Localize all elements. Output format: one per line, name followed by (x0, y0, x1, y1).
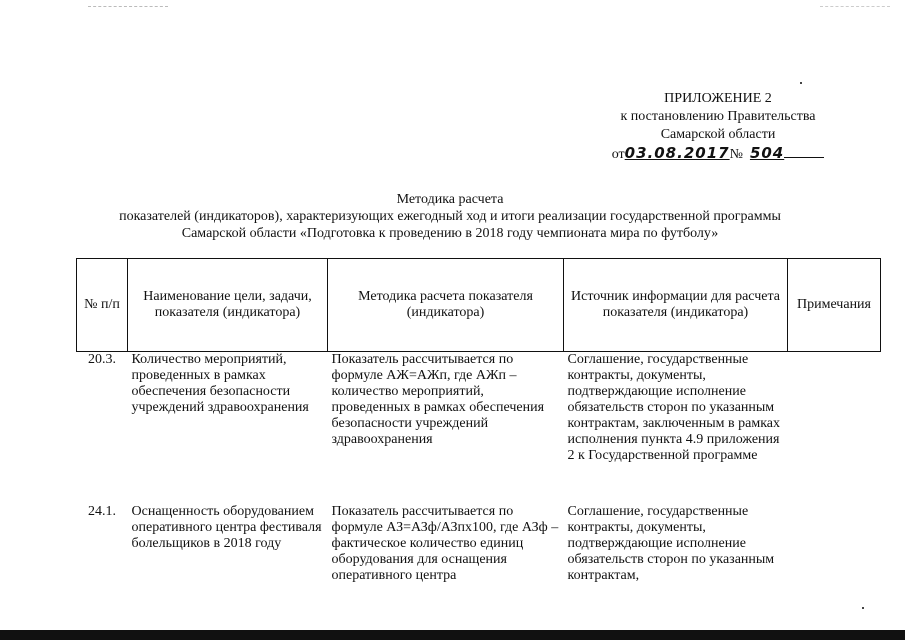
scan-speck (862, 607, 864, 609)
appendix-title: ПРИЛОЖЕНИЕ 2 (664, 91, 772, 106)
appendix-line-1: к постановлению Правительства (620, 109, 816, 124)
row-name: Оснащенность оборудованием оперативного центра фестиваля болельщиков в 2018 году (131, 504, 322, 551)
document-title (40, 191, 860, 242)
scan-artifact-line (820, 6, 890, 7)
row-source: Соглашение, государственные контракты, документы, подтверждающие исполнение обязательств сторон по указанным контрактам, (567, 504, 775, 583)
page-bottom-edge (0, 630, 905, 640)
row-method: Показатель рассчитывается по формуле АЗ=АЗф/АЗпх100, где АЗф – фактическое количество единиц оборудования для оснащения оперативного центра (331, 504, 559, 583)
header-notes: Примечания (788, 259, 881, 352)
header-source: Источник информации для расчета показателя (индикатора) (564, 259, 788, 352)
row-name: Количество мероприятий, проведенных в рамках обеспечения безопасности учреждений здравоохранения (131, 352, 309, 415)
appendix-header (600, 90, 836, 164)
row-note (788, 352, 881, 505)
row-method: Показатель рассчитывается по формуле АЖ=АЖп, где АЖп – количество мероприятий, проведенных в рамках обеспечения безопасности учреждений здравоохранения (331, 352, 545, 447)
scan-speck (800, 82, 802, 84)
table-row (77, 352, 881, 505)
title-line-1: Методика расчета (396, 192, 504, 207)
header-name: Наименование цели, задачи, показателя (индикатора) (128, 259, 328, 352)
table-row (77, 504, 881, 584)
title-line-2: показателей (индикаторов), характеризующих ежегодный ход и итоги реализации государственной программы (119, 209, 781, 224)
row-number: 24.1. (88, 504, 116, 519)
date-prefix: от (611, 147, 625, 162)
scan-artifact-line (88, 6, 168, 7)
row-source: Соглашение, государственные контракты, документы, подтверждающие исполнение обязательств сторон по указанным контрактам, заключенным в рамках исполнения пункта 4.9 приложения 2 к Государственной программе (567, 352, 781, 463)
title-line-3: Самарской области «Подготовка к проведению в 2018 году чемпионата мира по футболу» (181, 226, 719, 241)
methodology-table (76, 258, 881, 584)
handwritten-number: 504 (749, 144, 785, 162)
row-note (788, 504, 881, 584)
row-number: 20.3. (88, 352, 116, 367)
header-number: № п/п (77, 259, 128, 352)
table-header-row (77, 259, 881, 352)
appendix-line-2: Самарской области (660, 127, 776, 142)
header-method: Методика расчета показателя (индикатора) (328, 259, 564, 352)
number-sign: № (729, 147, 743, 162)
handwritten-date: 03.08.2017 (624, 144, 730, 162)
appendix-date-line (600, 144, 836, 164)
